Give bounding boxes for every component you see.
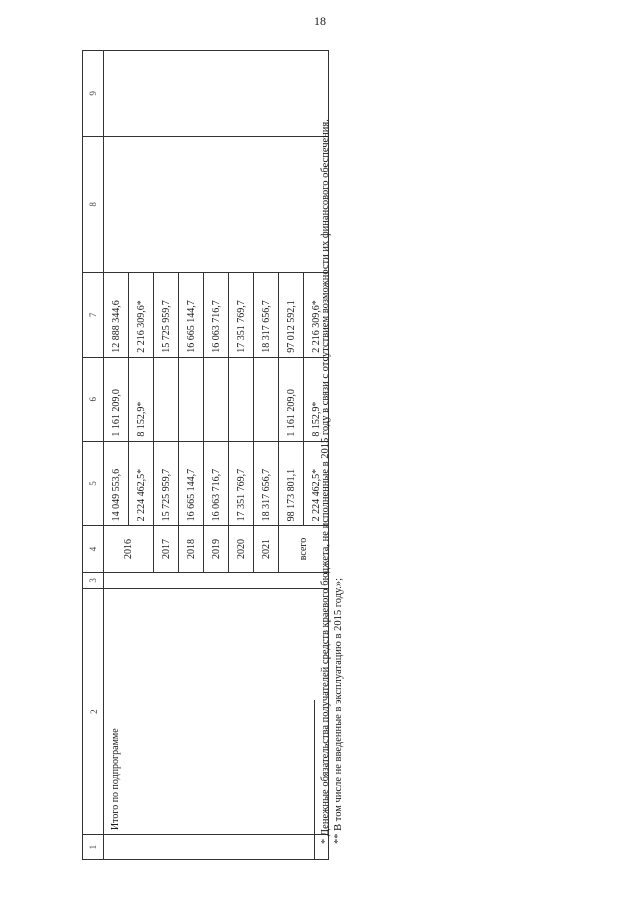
value-cell-6	[229, 357, 254, 441]
value-cell-5: 16 665 144,7	[179, 441, 204, 526]
col-number-4: 4	[83, 526, 104, 572]
column-number-row	[83, 51, 104, 860]
value-cell-5: 15 725 959,7	[154, 441, 179, 526]
value-cell-6	[204, 357, 229, 441]
value-cell-7: 18 317 656,7	[254, 273, 279, 358]
footnote-divider	[314, 700, 315, 860]
col-number-3: 3	[83, 572, 104, 588]
col-number-9: 9	[83, 51, 104, 137]
row-label: Итого по подпрограмме	[104, 589, 329, 835]
year-cell: 2017	[154, 526, 179, 572]
total-cell: всего	[279, 526, 329, 572]
year-cell: 2016	[104, 526, 154, 572]
cell-col8	[104, 136, 329, 272]
col-number-7: 7	[83, 273, 104, 358]
value-cell-6	[179, 357, 204, 441]
footnote-1: * Денежные обязательства получателей средств краевого бюджета, не исполненные в 2015 году в связи с отсутствием возможности их финансового обеспечения.	[320, 119, 331, 844]
value-cell-6: 1 161 209,0	[279, 357, 304, 441]
cell-col9	[104, 51, 329, 137]
page-number: 18	[314, 14, 326, 28]
value-cell-5: 17 351 769,7	[229, 441, 254, 526]
col-number-8: 8	[83, 136, 104, 272]
value-cell-5: 2 224 462,5*	[304, 441, 329, 526]
value-cell-5: 16 063 716,7	[204, 441, 229, 526]
col-number-2: 2	[83, 589, 104, 835]
footnote-2: ** В том числе не введенные в эксплуатацию в 2015 году.»;	[333, 577, 344, 844]
value-cell-7: 97 012 592,1	[279, 273, 304, 358]
value-cell-5: 98 173 801,1	[279, 441, 304, 526]
value-cell-7: 12 888 344,6	[104, 273, 129, 358]
col-number-5: 5	[83, 441, 104, 526]
financing-table	[82, 50, 329, 860]
value-cell-7: 16 063 716,7	[204, 273, 229, 358]
value-cell-6	[254, 357, 279, 441]
value-cell-5: 14 049 553,6	[104, 441, 129, 526]
rotated-content	[82, 50, 382, 860]
value-cell-7: 15 725 959,7	[154, 273, 179, 358]
col-number-1: 1	[83, 835, 104, 860]
cell-col1	[104, 835, 329, 860]
cell-col3	[104, 572, 329, 588]
year-cell: 2019	[204, 526, 229, 572]
year-cell: 2021	[254, 526, 279, 572]
year-cell: 2020	[229, 526, 254, 572]
value-cell-6: 8 152,9*	[304, 357, 329, 441]
col-number-6: 6	[83, 357, 104, 441]
value-cell-6	[154, 357, 179, 441]
footnotes	[314, 50, 345, 860]
value-cell-5: 18 317 656,7	[254, 441, 279, 526]
value-cell-5: 2 224 462,5*	[129, 441, 154, 526]
value-cell-6: 8 152,9*	[129, 357, 154, 441]
value-cell-7: 16 665 144,7	[179, 273, 204, 358]
value-cell-7: 2 216 309,6*	[304, 273, 329, 358]
table-row	[104, 51, 129, 860]
value-cell-7: 2 216 309,6*	[129, 273, 154, 358]
year-cell: 2018	[179, 526, 204, 572]
value-cell-7: 17 351 769,7	[229, 273, 254, 358]
value-cell-6: 1 161 209,0	[104, 357, 129, 441]
